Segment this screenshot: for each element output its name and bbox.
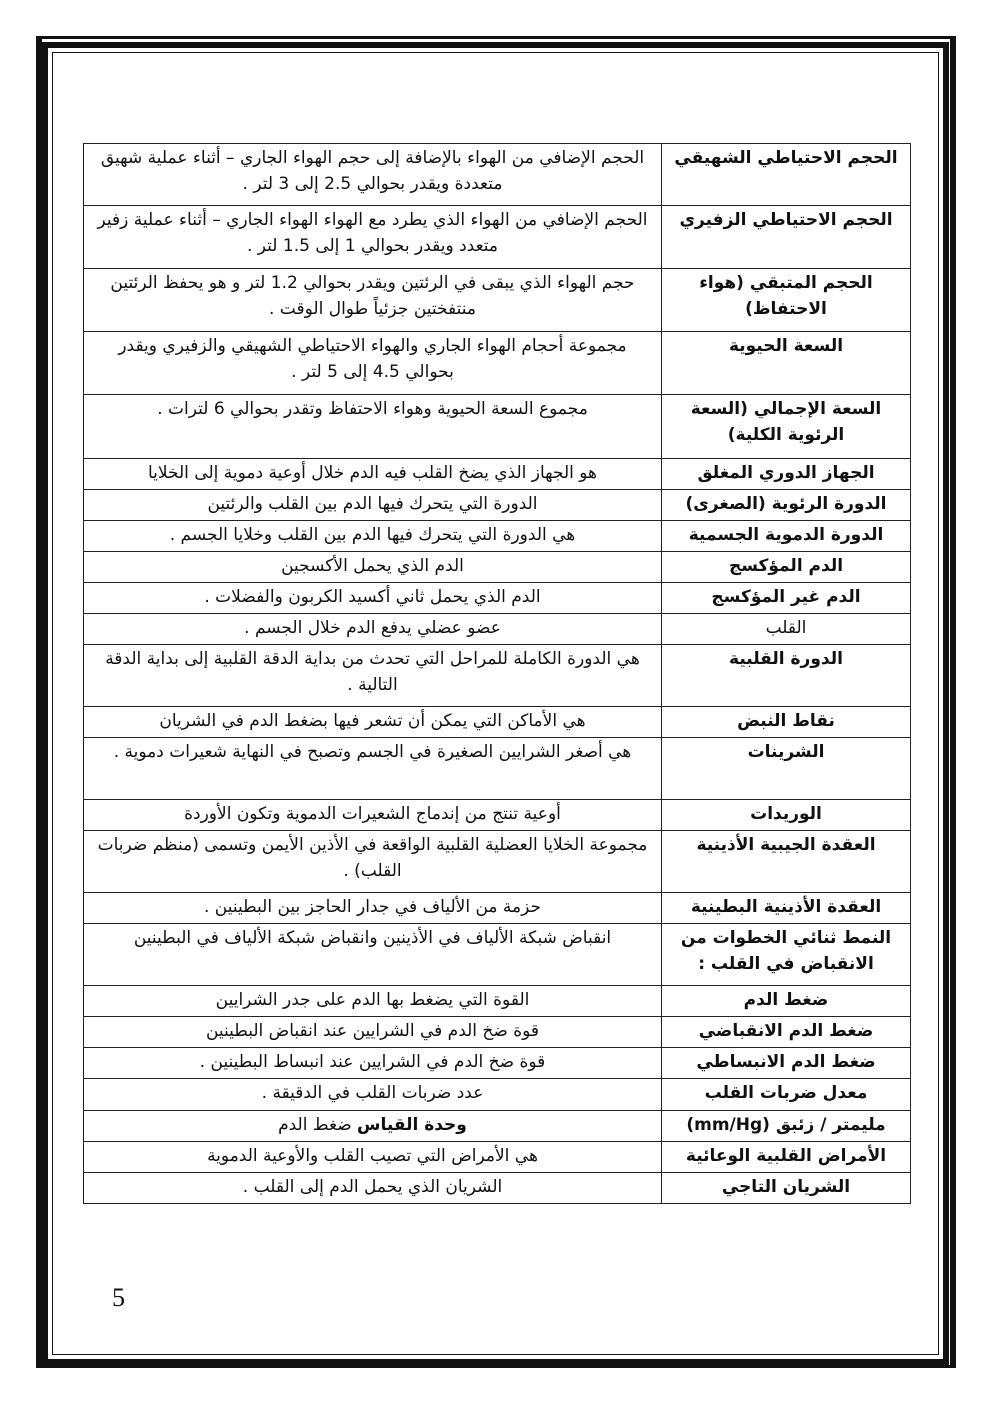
definition-cell: أوعية تنتج من إندماج الشعيرات الدموية وتكون الأوردة: [84, 800, 662, 831]
term-cell: ضغط الدم: [662, 986, 911, 1017]
table-row: [84, 521, 911, 552]
table-row: [84, 1048, 911, 1079]
definition-cell: هي الدورة التي يتحرك فيها الدم بين القلب وخلايا الجسم .: [84, 521, 662, 552]
table-row: [84, 459, 911, 490]
definitions-table: [83, 143, 911, 1204]
term-cell: نقاط النبض: [662, 707, 911, 738]
term-cell: معدل ضربات القلب: [662, 1079, 911, 1111]
term-cell: الحجم المتبقي (هواء الاحتفاظ): [662, 269, 911, 332]
term-cell: السعة الحيوية: [662, 332, 911, 395]
definition-cell: الدم الذي يحمل ثاني أكسيد الكربون والفضلات .: [84, 583, 662, 614]
definition-cell: القوة التي يضغط بها الدم على جدر الشرايين: [84, 986, 662, 1017]
term-cell: الشرينات: [662, 738, 911, 800]
definition-cell: قوة ضخ الدم في الشرايين عند انبساط البطينين .: [84, 1048, 662, 1079]
table-row: [84, 986, 911, 1017]
page-number: 5: [112, 1283, 125, 1312]
term-cell: السعة الإجمالي (السعة الرئوية الكلية): [662, 395, 911, 459]
definition-cell: هي الأماكن التي يمكن أن تشعر فيها بضغط الدم في الشريان: [84, 707, 662, 738]
definition-cell: هي الدورة الكاملة للمراحل التي تحدث من بداية الدقة القلبية إلى بداية الدقة التالية .: [84, 645, 662, 707]
table-row: [84, 1111, 911, 1142]
term-cell: الدم غير المؤكسج: [662, 583, 911, 614]
term-cell: النمط ثنائي الخطوات من الانقباض في القلب :: [662, 924, 911, 986]
definition-cell: حجم الهواء الذي يبقى في الرئتين ويقدر بحوالي 1.2 لتر و هو يحفظ الرئتين منتفختين جزئياً طوال الوقت .: [84, 269, 662, 332]
table-row: [84, 490, 911, 521]
term-cell: ضغط الدم الانقباضي: [662, 1017, 911, 1048]
term-cell: الدورة الدموية الجسمية: [662, 521, 911, 552]
term-cell: ضغط الدم الانبساطي: [662, 1048, 911, 1079]
term-cell: الحجم الاحتياطي الشهيقي: [662, 144, 911, 206]
table-row: [84, 583, 911, 614]
table-row: [84, 738, 911, 800]
term-cell: الوريدات: [662, 800, 911, 831]
definition-cell: الشريان الذي يحمل الدم إلى القلب .: [84, 1173, 662, 1204]
definition-cell: هو الجهاز الذي يضخ القلب فيه الدم خلال أوعية دموية إلى الخلايا: [84, 459, 662, 490]
definition-text: ضغط الدم: [278, 1115, 352, 1135]
table-row: [84, 269, 911, 332]
term-cell: مليمتر / زئبق (mm/Hg): [662, 1111, 911, 1142]
term-cell: الحجم الاحتياطي الزفيري: [662, 206, 911, 269]
definition-cell: الحجم الإضافي من الهواء الذي يطرد مع الهواء الهواء الجاري – أثناء عملية زفير متعدد ويقدر بحوالي 1 إلى 1.5 لتر .: [84, 206, 662, 269]
term-cell: الدورة الرئوية (الصغرى): [662, 490, 911, 521]
table-row: [84, 395, 911, 459]
term-cell: الجهاز الدوري المغلق: [662, 459, 911, 490]
table-row: [84, 1173, 911, 1204]
term-cell: القلب: [662, 614, 911, 645]
definition-cell: الحجم الإضافي من الهواء بالإضافة إلى حجم الهواء الجاري – أثناء عملية شهيق متعددة ويقدر بحوالي 2.5 إلى 3 لتر .: [84, 144, 662, 206]
table-row: [84, 614, 911, 645]
definition-cell: [84, 1111, 662, 1142]
definition-cell: هي الأمراض التي تصيب القلب والأوعية الدموية: [84, 1142, 662, 1173]
table-row: [84, 800, 911, 831]
definition-cell: عضو عضلي يدفع الدم خلال الجسم .: [84, 614, 662, 645]
table-row: [84, 144, 911, 206]
term-cell: الدم المؤكسج: [662, 552, 911, 583]
table-row: [84, 332, 911, 395]
table-row: [84, 707, 911, 738]
term-cell: العقدة الجيبية الأذينية: [662, 831, 911, 893]
definition-cell: هي أصغر الشرايين الصغيرة في الجسم وتصبح في النهاية شعيرات دموية .: [84, 738, 662, 800]
table-row: [84, 1079, 911, 1111]
definition-cell: انقباض شبكة الألياف في الأذينين وانقباض شبكة الألياف في البطينين: [84, 924, 662, 986]
definition-cell: حزمة من الألياف في جدار الحاجز بين البطينين .: [84, 893, 662, 924]
term-cell: الشريان التاجي: [662, 1173, 911, 1204]
definition-cell: مجموع السعة الحيوية وهواء الاحتفاظ وتقدر بحوالي 6 لترات .: [84, 395, 662, 459]
definition-cell: عدد ضربات القلب في الدقيقة .: [84, 1079, 662, 1111]
definition-cell: الدورة التي يتحرك فيها الدم بين القلب والرئتين: [84, 490, 662, 521]
term-cell: الدورة القلبية: [662, 645, 911, 707]
table-row: [84, 645, 911, 707]
definition-bold-label: وحدة القياس: [357, 1115, 467, 1135]
table-row: [84, 893, 911, 924]
term-cell: العقدة الأذينية البطينية: [662, 893, 911, 924]
table-row: [84, 552, 911, 583]
table-row: [84, 206, 911, 269]
definition-cell: قوة ضخ الدم في الشرايين عند انقباض البطينين: [84, 1017, 662, 1048]
table-row: [84, 1017, 911, 1048]
table-row: [84, 831, 911, 893]
definition-cell: الدم الذي يحمل الأكسجين: [84, 552, 662, 583]
table-row: [84, 924, 911, 986]
definition-cell: مجموعة أحجام الهواء الجاري والهواء الاحتياطي الشهيقي والزفيري ويقدر بحوالي 4.5 إلى 5 لتر .: [84, 332, 662, 395]
definition-cell: مجموعة الخلايا العضلية القلبية الواقعة في الأذين الأيمن وتسمى (منظم ضربات القلب) .: [84, 831, 662, 893]
table-row: [84, 1142, 911, 1173]
term-cell: الأمراض القلبية الوعائية: [662, 1142, 911, 1173]
